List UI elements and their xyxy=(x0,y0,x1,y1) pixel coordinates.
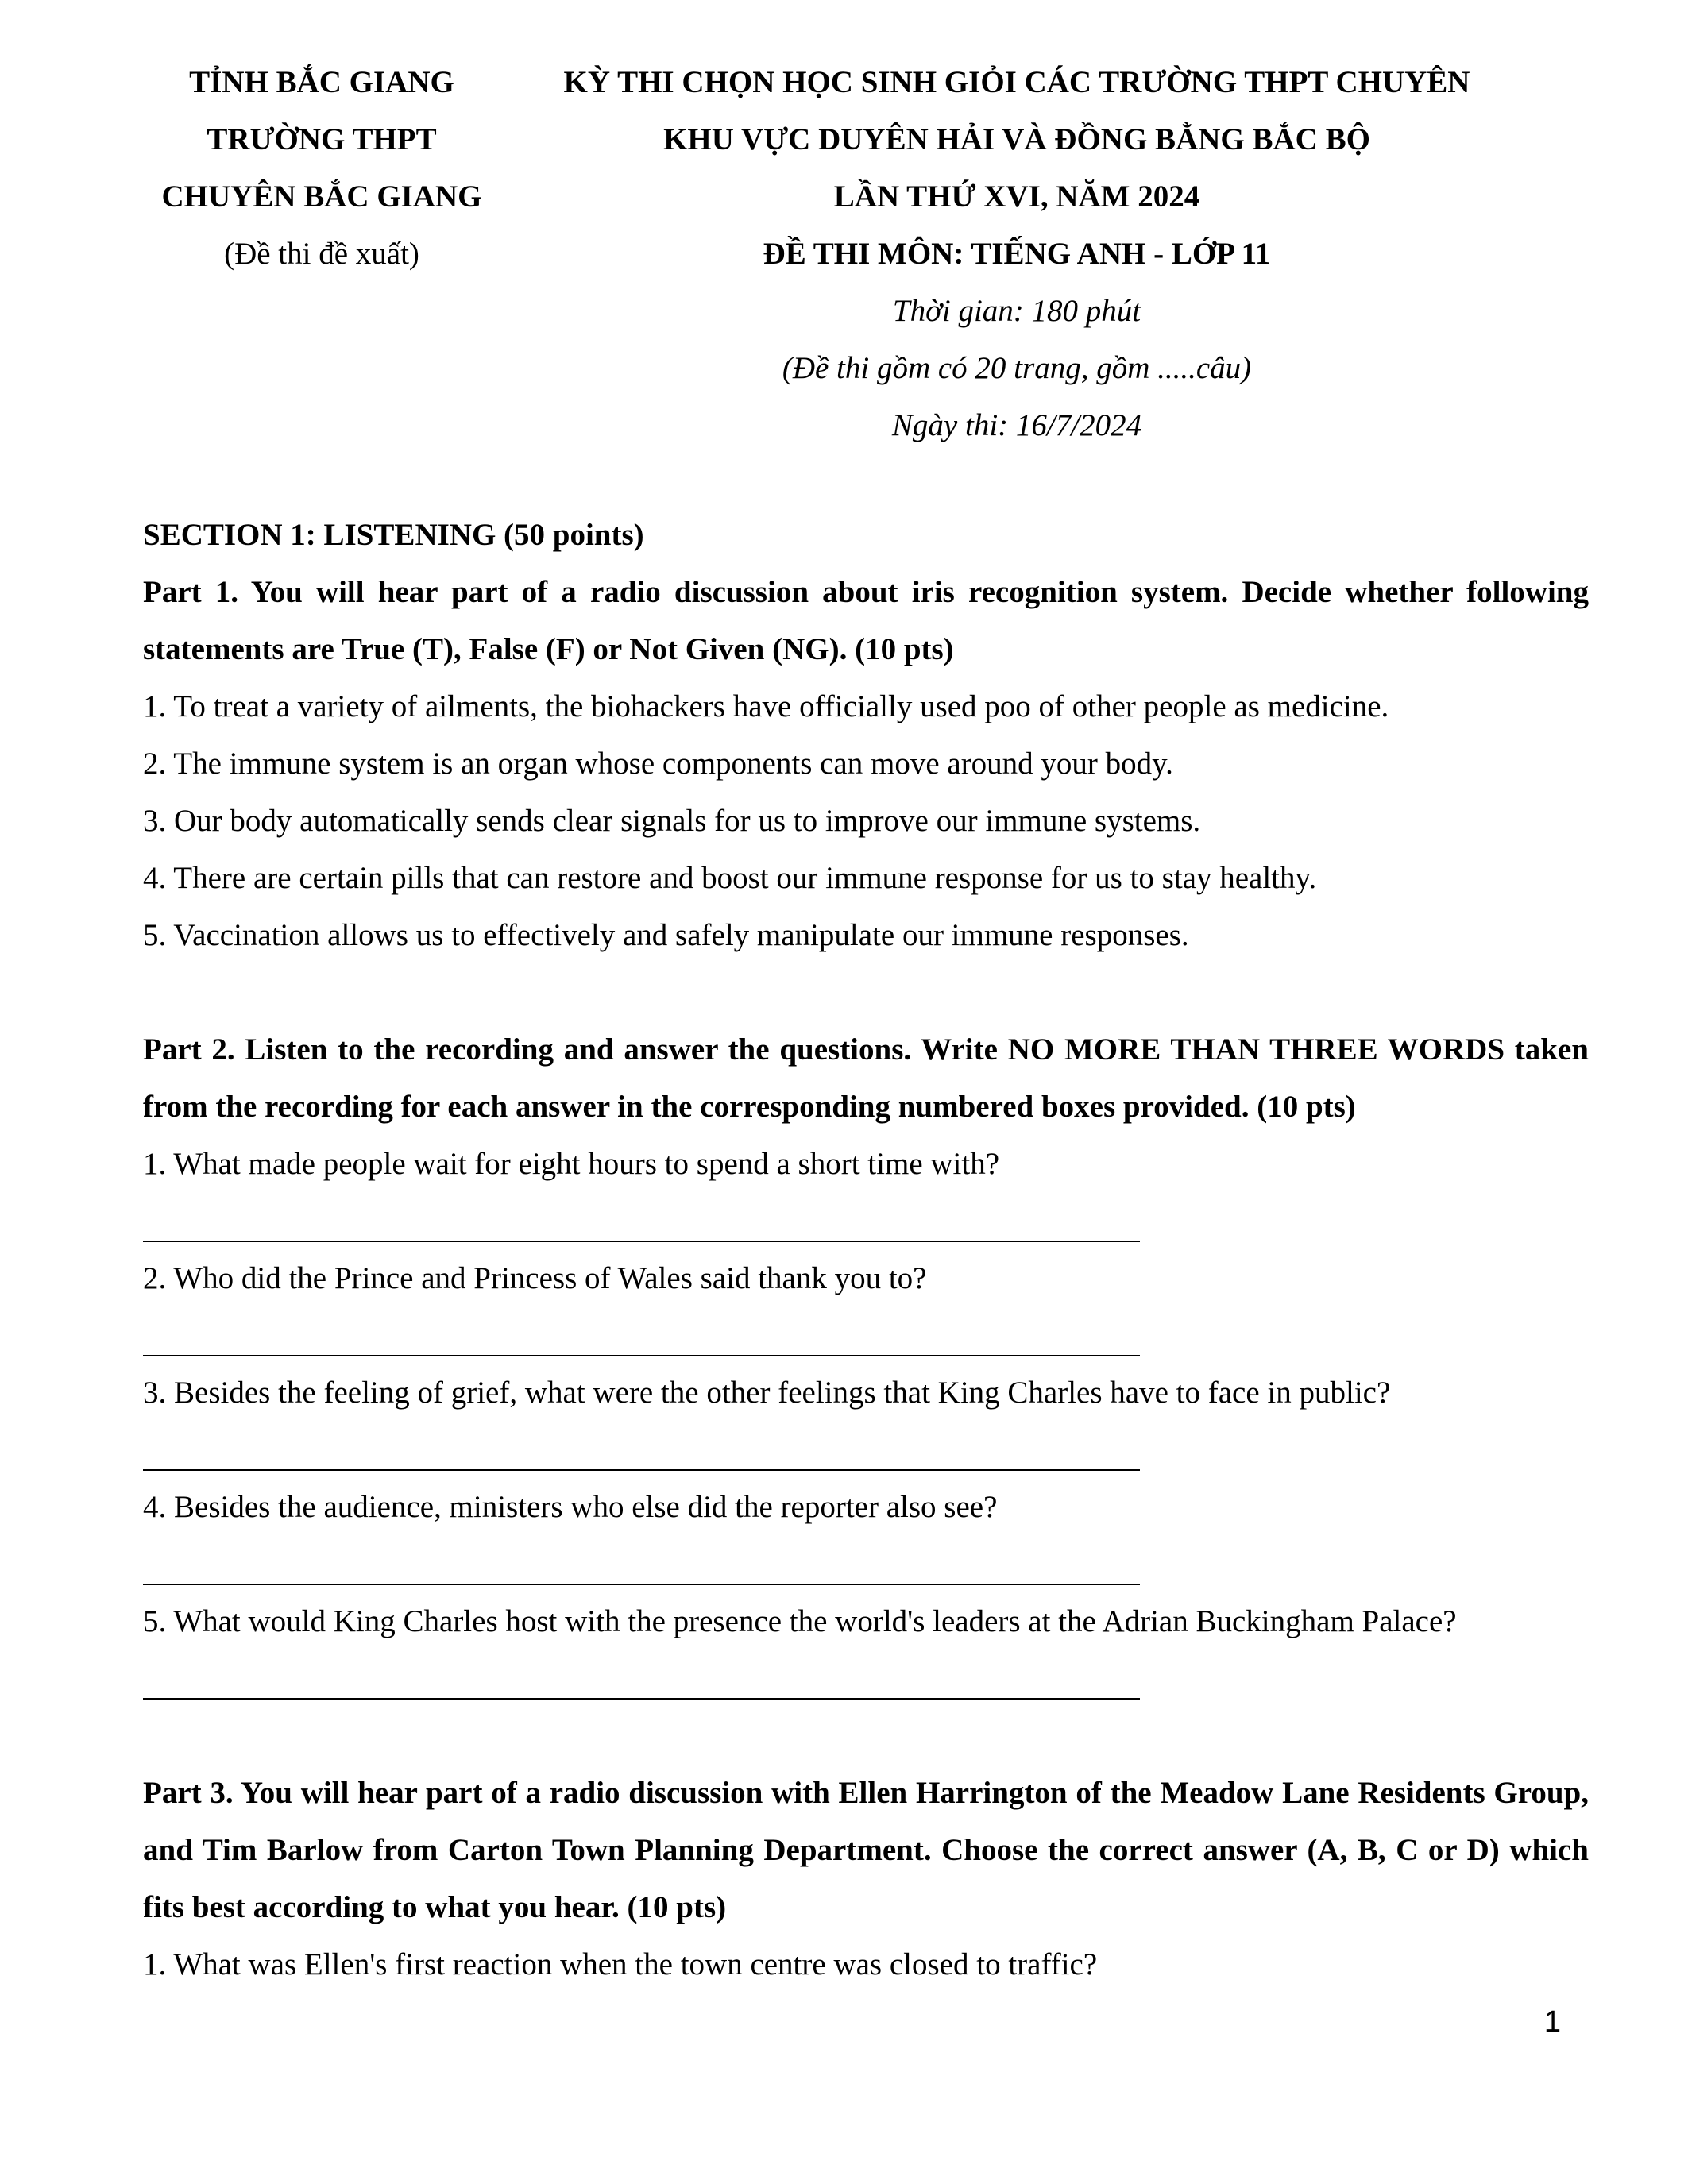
part3-instruction: Part 3. You will hear part of a radio discussion with Ellen Harrington of the Meadow Lane Residents Group, and Tim Barlow from Carton Town Planning Department. Choose the correct answer (A, B, C or D) which fits best according to what you hear. (10 pts) xyxy=(143,1776,1589,1924)
answer-line[interactable] xyxy=(143,1422,1140,1479)
part1-item: 5. Vaccination allows us to effectively and safely manipulate our immune responses. xyxy=(143,918,1189,952)
spacer xyxy=(143,1707,1589,1765)
spacer xyxy=(143,964,1589,1021)
school-line-2: CHUYÊN BẮC GIANG xyxy=(161,179,482,214)
exam-title-line-3: LẦN THỨ XVI, NĂM 2024 xyxy=(833,179,1200,214)
part2-question: 1. What made people wait for eight hours to spend a short time with? xyxy=(143,1147,1000,1181)
part2-instruction: Part 2. Listen to the recording and answer the questions. Write NO MORE THAN THREE WORDS taken from the recording for each answer in the corresponding numbered boxes provided. (10 pts) xyxy=(143,1032,1589,1124)
part2-question: 3. Besides the feeling of grief, what were the other feelings that King Charles have to face in public? xyxy=(143,1376,1391,1410)
exam-date: Ngày thi: 16/7/2024 xyxy=(891,408,1142,442)
part1-item: 3. Our body automatically sends clear signals for us to improve our immune systems. xyxy=(143,804,1201,838)
answer-line[interactable] xyxy=(143,1536,1140,1593)
page-number: 1 xyxy=(1543,2005,1561,2039)
part2-question: 4. Besides the audience, ministers who else did the reporter also see? xyxy=(143,1490,998,1524)
province-name: TỈNH BẮC GIANG xyxy=(189,65,454,99)
part3-question: 1. What was Ellen's first reaction when the town centre was closed to traffic? xyxy=(143,1947,1098,1981)
part1-item: 1. To treat a variety of ailments, the biohackers have officially used poo of other people as medicine. xyxy=(143,689,1389,723)
exam-note: (Đề thi đề xuất) xyxy=(224,237,419,271)
answer-line[interactable] xyxy=(143,1307,1140,1364)
header-left xyxy=(119,54,524,283)
part1-instruction: Part 1. You will hear part of a radio discussion about iris recognition system. Decide whether following statements are True (T), False (F) or Not Given (NG). (10 pts) xyxy=(143,575,1589,666)
part2-question: 2. Who did the Prince and Princess of Wales said thank you to? xyxy=(143,1261,927,1295)
header-right xyxy=(508,54,1525,454)
answer-line[interactable] xyxy=(143,1193,1140,1250)
part2-question: 5. What would King Charles host with the presence the world's leaders at the Adrian Buckingham Palace? xyxy=(143,1604,1457,1638)
exam-pages: (Đề thi gồm có 20 trang, gồm .....câu) xyxy=(782,351,1252,385)
school-line-1: TRƯỜNG THPT xyxy=(207,122,437,156)
part1-item: 4. There are certain pills that can restore and boost our immune response for us to stay healthy. xyxy=(143,861,1317,895)
exam-time: Thời gian: 180 phút xyxy=(892,294,1141,328)
part1-item: 2. The immune system is an organ whose components can move around your body. xyxy=(143,747,1173,781)
exam-title-line-1: KỲ THI CHỌN HỌC SINH GIỎI CÁC TRƯỜNG THPT CHUYÊN xyxy=(563,65,1470,99)
exam-title-line-2: KHU VỰC DUYÊN HẢI VÀ ĐỒNG BẰNG BẮC BỘ xyxy=(663,122,1370,156)
section-title: SECTION 1: LISTENING (50 points) xyxy=(143,518,644,552)
exam-subject: ĐỀ THI MÔN: TIẾNG ANH - LỚP 11 xyxy=(763,237,1271,271)
exam-content xyxy=(143,507,1589,1993)
answer-line[interactable] xyxy=(143,1650,1140,1707)
